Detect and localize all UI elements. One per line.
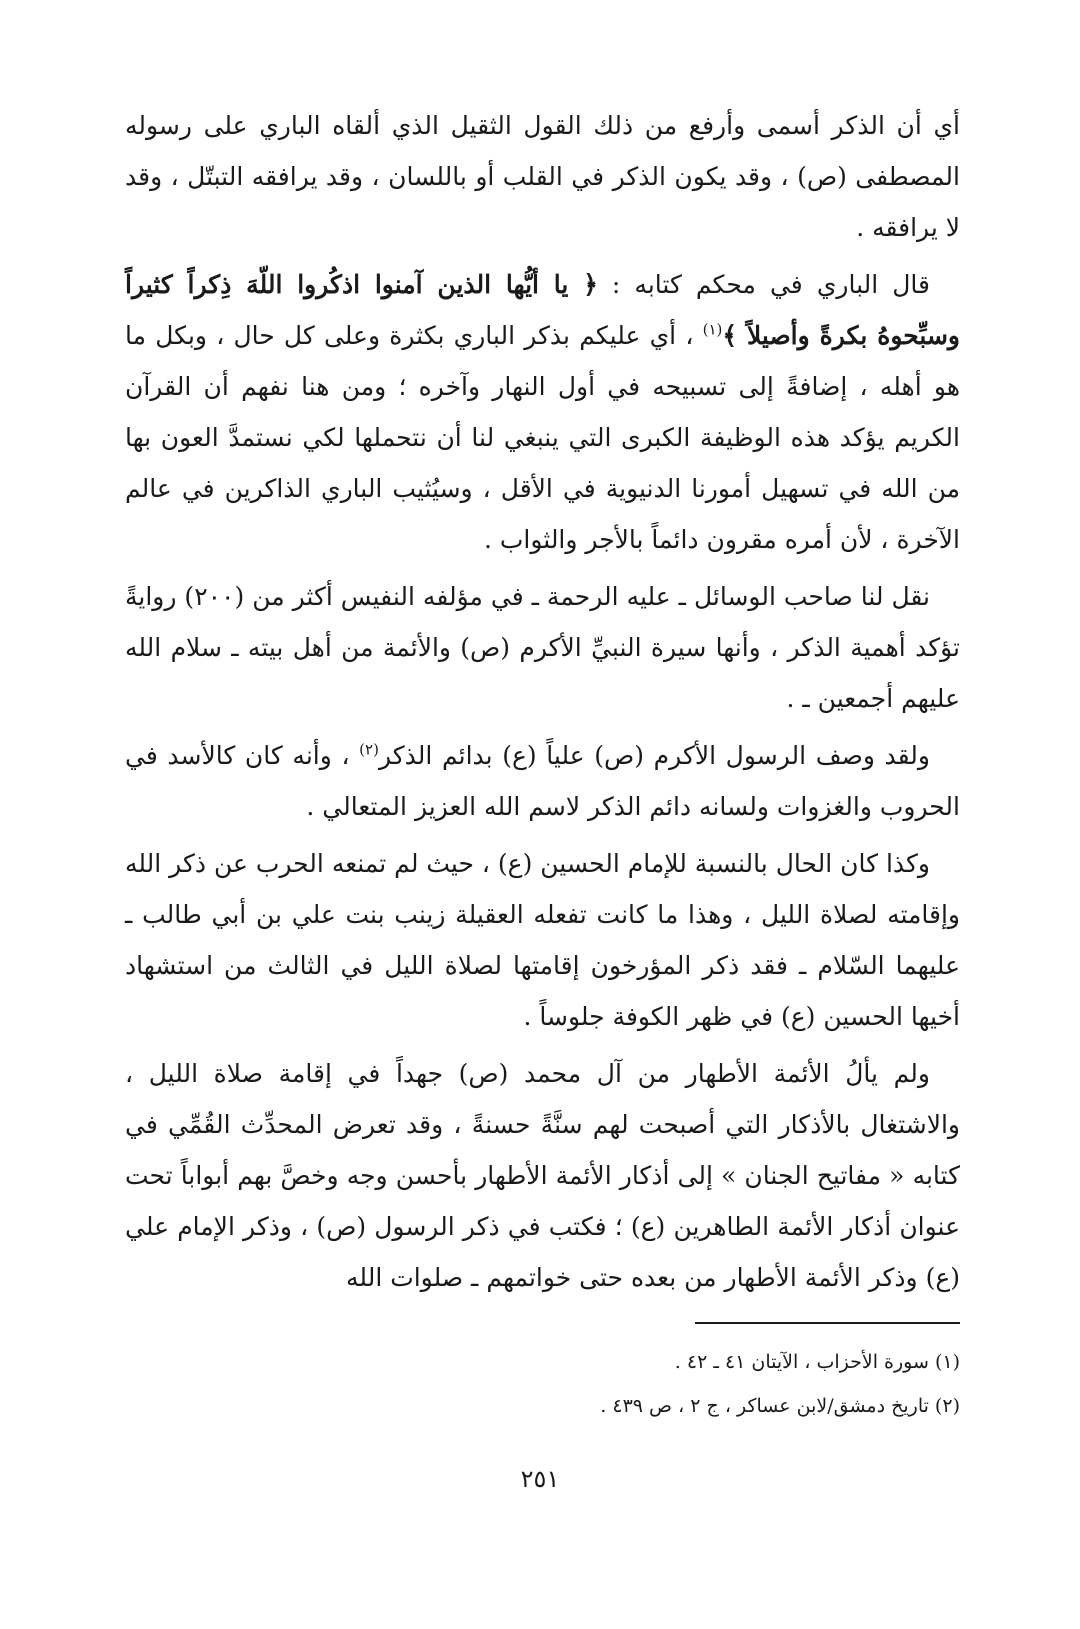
paragraph-4 — [125, 730, 960, 832]
paragraph-6 — [125, 1048, 960, 1303]
paragraph-6-text: ولم يألُ الأئمة الأطهار من آل محمد (ص) جهداً في إقامة صلاة الليل ، والاشتغال بالأذكار التي أصبحت لهم سنَّةً حسنةً ، وقد تعرض المحدِّث القُمِّي في كتابه « مفاتيح الجنان » إلى أذكار الأئمة الأطهار بأحسن وجه وخصَّ بهم أبواباً تحت عنوان أذكار الأئمة الطاهرين (ع) ؛ فكتب في ذكر الرسول (ص) ، وذكر الإمام علي (ع) وذكر الأئمة الأطهار من بعده حتى خواتمهم ـ صلوات الله — [125, 1059, 960, 1292]
paragraph-2-intro: قال الباري في محكم كتابه : — [597, 270, 930, 299]
paragraph-2 — [125, 259, 960, 565]
paragraph-2-rest: ، أي عليكم بذكر الباري بكثرة وعلى كل حال ، وبكل ما هو أهله ، إضافةً إلى تسبيحه في أول النهار وآخره ؛ ومن هنا نفهم أن القرآن الكريم يؤكد هذه الوظيفة الكبرى التي ينبغي لنا أن نتحملها لكي نستمدَّ العون بها من الله في تسهيل أمورنا الدنيوية في الأقل ، وسيُثيب الباري الذاكرين في عالم الآخرة ، لأن أمره مقرون دائماً بالأجر والثواب . — [125, 321, 960, 554]
paragraph-3-text: نقل لنا صاحب الوسائل ـ عليه الرحمة ـ في مؤلفه النفيس أكثر من (٢٠٠) روايةً تؤكد أهمية الذكر ، وأنها سيرة النبيِّ الأكرم (ص) والأئمة من أهل بيته ـ سلام الله عليهم أجمعين ـ . — [125, 582, 960, 713]
paragraph-4-start: ولقد وصف الرسول الأكرم (ص) علياً (ع) بدائم الذكر — [378, 741, 930, 770]
paragraph-3 — [125, 571, 960, 724]
page-number: ٢٥١ — [520, 1465, 560, 1493]
paragraph-4-rest: ، وأنه كان كالأسد في الحروب والغزوات ولسانه دائم الذكر لاسم الله العزيز المتعالي . — [125, 741, 960, 821]
footnote-ref-2[interactable]: (٢) — [359, 740, 379, 759]
quran-verse: ﴿ يا أيُّها الذين آمنوا اذكُروا اللّهَ ذِكراً كثيراً وسبِّحوهُ بكرةً وأصيلاً ﴾ — [125, 270, 960, 350]
footnote-ref-1[interactable]: (١) — [702, 320, 723, 339]
footnotes — [125, 1340, 960, 1428]
footnote-2: (٢) تاريخ دمشق/لابن عساكر ، ج ٢ ، ص ٤٣٩ . — [600, 1395, 960, 1417]
paragraph-1 — [125, 100, 960, 253]
footnote-1: (١) سورة الأحزاب ، الآيتان ٤١ ـ ٤٢ . — [674, 1351, 960, 1373]
paragraph-1-text: أي أن الذكر أسمى وأرفع من ذلك القول الثقيل الذي ألقاه الباري على رسوله المصطفى (ص) ، وقد يكون الذكر في القلب أو باللسان ، وقد يرافقه التبتّل ، وقد لا يرافقه . — [125, 111, 960, 242]
paragraph-5-text: وكذا كان الحال بالنسبة للإمام الحسين (ع) ، حيث لم تمنعه الحرب عن ذكر الله وإقامته لصلاة الليل ، وهذا ما كانت تفعله العقيلة زينب بنت علي بن أبي طالب ـ عليهما السّلام ـ فقد ذكر المؤرخون إقامتها لصلاة الليل في الثالث من استشهاد أخيها الحسين (ع) في ظهر الكوفة جلوساً . — [124, 849, 960, 1031]
paragraph-5 — [125, 838, 960, 1042]
main-text — [125, 100, 960, 1309]
footnote-divider — [695, 1322, 960, 1324]
